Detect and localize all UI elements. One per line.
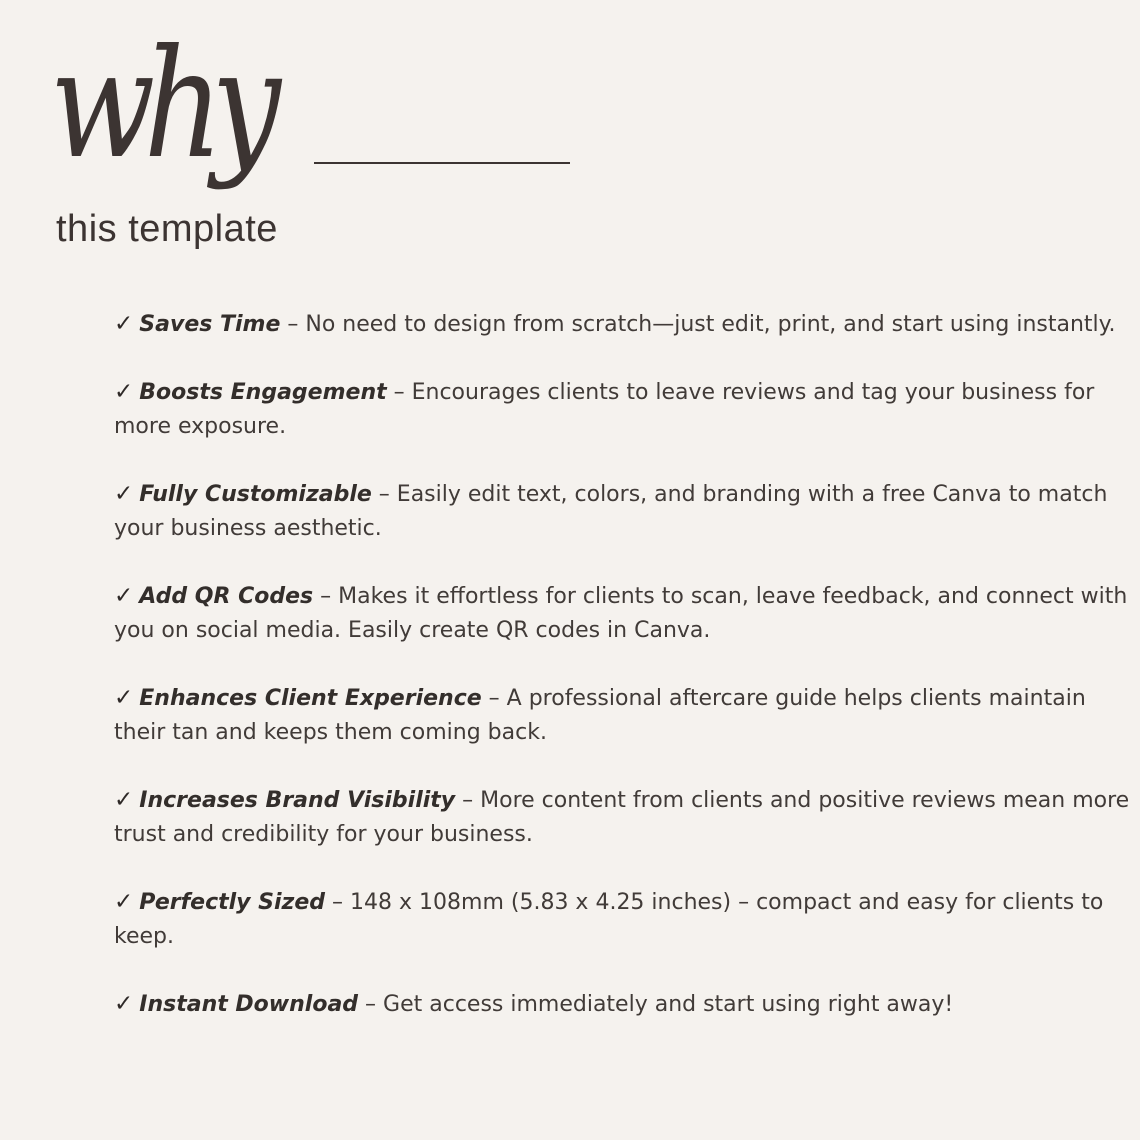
checkmark-icon: ✓ <box>114 583 134 609</box>
benefit-description: – More content from clients and positive reviews mean more trust and credibility for your business. <box>114 788 1130 847</box>
benefit-item-boosts-engagement <box>114 375 1130 444</box>
benefit-description: – No need to design from scratch—just edit, print, and start using instantly. <box>280 312 1116 337</box>
benefits-list <box>114 307 1130 1055</box>
benefit-title: Increases Brand Visibility <box>139 788 456 813</box>
benefit-item-enhances-client-experience <box>114 681 1130 750</box>
checkmark-icon: ✓ <box>114 685 134 711</box>
this-template-subtitle: this template <box>56 208 278 250</box>
checkmark-icon: ✓ <box>114 787 134 813</box>
header <box>0 0 1140 270</box>
benefit-item-instant-download <box>114 987 1130 1022</box>
checkmark-icon: ✓ <box>114 379 134 405</box>
benefit-title: Fully Customizable <box>139 482 372 507</box>
benefit-description: – Encourages clients to leave reviews and tag your business for more exposure. <box>114 380 1095 439</box>
benefit-description: – Easily edit text, colors, and branding with a free Canva to match your business aesthetic. <box>114 482 1108 541</box>
heading-divider-line <box>314 162 570 164</box>
why-script-heading: why <box>50 18 270 192</box>
benefit-description: – Get access immediately and start using right away! <box>358 992 954 1017</box>
benefit-item-perfectly-sized <box>114 885 1130 954</box>
benefit-title: Add QR Codes <box>139 584 314 609</box>
benefit-item-increases-brand-visibility <box>114 783 1130 852</box>
benefit-description: – 148 x 108mm (5.83 x 4.25 inches) – compact and easy for clients to keep. <box>114 890 1104 949</box>
checkmark-icon: ✓ <box>114 311 134 337</box>
benefit-title: Boosts Engagement <box>139 380 387 405</box>
benefit-title: Perfectly Sized <box>139 890 326 915</box>
benefit-title: Instant Download <box>139 992 359 1017</box>
benefit-description: – Makes it effortless for clients to scan, leave feedback, and connect with you on social media. Easily create QR codes in Canva. <box>114 584 1128 643</box>
benefit-title: Saves Time <box>139 312 281 337</box>
checkmark-icon: ✓ <box>114 991 134 1017</box>
checkmark-icon: ✓ <box>114 481 134 507</box>
benefit-item-fully-customizable <box>114 477 1130 546</box>
benefit-title: Enhances Client Experience <box>139 686 482 711</box>
benefit-item-add-qr-codes <box>114 579 1130 648</box>
benefit-item-saves-time <box>114 307 1130 342</box>
benefit-description: – A professional aftercare guide helps clients maintain their tan and keeps them coming back. <box>114 686 1086 745</box>
checkmark-icon: ✓ <box>114 889 134 915</box>
